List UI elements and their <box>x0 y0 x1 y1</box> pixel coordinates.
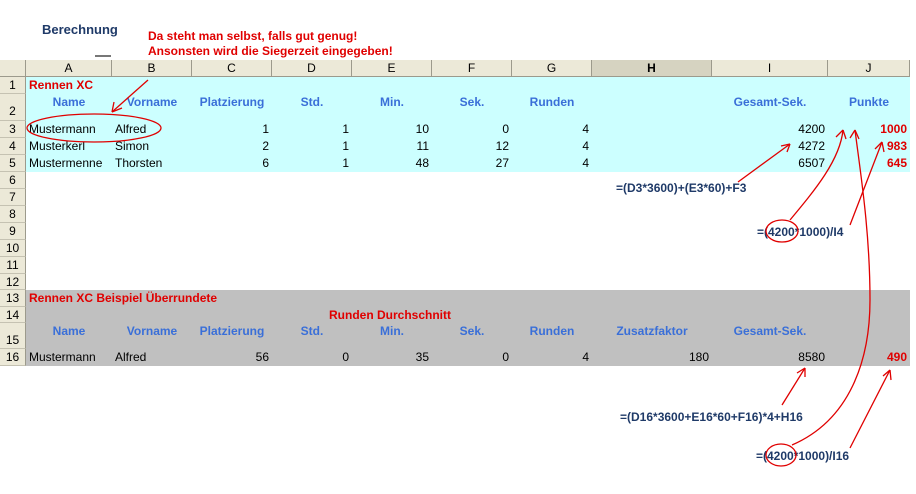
column-header-c[interactable]: C <box>192 60 272 77</box>
circle-4200-f4 <box>766 444 796 466</box>
cell-sek[interactable]: 12 <box>495 139 509 153</box>
section2-title[interactable]: Rennen XC Beispiel Überrundete <box>29 291 218 305</box>
column-header-e[interactable]: E <box>352 60 432 77</box>
cell-min[interactable]: 11 <box>416 139 429 153</box>
header-platzierung[interactable]: Platzierung <box>199 95 265 109</box>
header-zusatzfaktor[interactable]: Zusatzfaktor <box>616 324 688 338</box>
header-name[interactable]: Name <box>52 324 86 338</box>
formula-gesamt-sek-ueberrundet: =(D16*3600+E16*60+F16)*4+H16 <box>620 410 803 424</box>
header-sek[interactable]: Sek. <box>459 324 485 338</box>
cell-runden[interactable]: 4 <box>582 350 589 364</box>
cell-platzierung[interactable]: 6 <box>262 156 269 170</box>
arrow-f2-source-icon <box>790 130 843 220</box>
circle-4200-f2 <box>766 220 798 242</box>
header-vorname[interactable]: Vorname <box>126 95 178 109</box>
header-punkte[interactable]: Punkte <box>848 95 889 109</box>
annotation-note-line2: Ansonsten wird die Siegerzeit eingegeben! <box>148 44 393 58</box>
row-header-6[interactable]: 6 <box>0 172 26 189</box>
cell-vorname[interactable]: Simon <box>115 139 150 153</box>
row-header-7[interactable]: 7 <box>0 189 26 206</box>
row-header-14[interactable]: 14 <box>0 307 26 323</box>
cell-platzierung[interactable]: 2 <box>262 139 269 153</box>
cell-punkte[interactable]: 645 <box>886 156 907 170</box>
note-arrow-icon <box>112 80 148 112</box>
formula-punkte-ueberrundet: =(4200*1000)/I16 <box>756 449 850 463</box>
section1-title[interactable]: Rennen XC <box>29 78 94 92</box>
header-std[interactable]: Std. <box>300 324 324 338</box>
cell-sek[interactable]: 0 <box>502 350 509 364</box>
column-header-d[interactable]: D <box>272 60 352 77</box>
row-header-3[interactable]: 3 <box>0 121 26 138</box>
cell-punkte[interactable]: 1000 <box>880 122 907 136</box>
row-header-13[interactable]: 13 <box>0 290 26 307</box>
column-header-f[interactable]: F <box>432 60 512 77</box>
column-header-i[interactable]: I <box>712 60 828 77</box>
header-runden[interactable]: Runden <box>529 95 575 109</box>
column-header-a[interactable]: A <box>26 60 112 77</box>
cell-gesamt-sek[interactable]: 8580 <box>798 350 825 364</box>
cell-min[interactable]: 35 <box>415 350 429 364</box>
cell-vorname[interactable]: Thorsten <box>115 156 163 170</box>
row-header-15[interactable]: 15 <box>0 323 26 349</box>
header-name[interactable]: Name <box>52 95 86 109</box>
cell-std[interactable]: 0 <box>342 350 349 364</box>
formula-gesamt-sek: =(D3*3600)+(E3*60)+F3 <box>616 181 747 195</box>
cell-runden[interactable]: 4 <box>582 122 589 136</box>
header-vorname[interactable]: Vorname <box>126 324 178 338</box>
cell-vorname[interactable]: Alfred <box>115 122 147 136</box>
cell-platzierung[interactable]: 56 <box>255 350 269 364</box>
cell-vorname[interactable]: Alfred <box>115 350 147 364</box>
section2-subtitle[interactable]: Runden Durchschnitt <box>329 308 451 322</box>
cell-gesamt-sek[interactable]: 4200 <box>798 122 825 136</box>
cell-min[interactable]: 10 <box>415 122 429 136</box>
row-header-4[interactable]: 4 <box>0 138 26 155</box>
cell-punkte[interactable]: 983 <box>886 139 907 153</box>
arrow-f4-source-icon <box>792 130 870 445</box>
cell-std[interactable]: 1 <box>342 139 349 153</box>
column-header-j[interactable]: J <box>828 60 910 77</box>
cell-name[interactable]: Musterkerl <box>29 139 86 153</box>
arrowhead-f4-source-icon <box>850 130 859 139</box>
row-header-12[interactable]: 12 <box>0 274 26 290</box>
cell-std[interactable]: 1 <box>342 156 349 170</box>
arrowhead-f2-source-icon <box>836 130 846 139</box>
header-sek[interactable]: Sek. <box>459 95 485 109</box>
row-header-9[interactable]: 9 <box>0 223 26 240</box>
formula-punkte: =(4200*1000)/I4 <box>757 225 844 239</box>
header-min[interactable]: Min. <box>380 324 404 338</box>
cell-name[interactable]: Mustermann <box>29 350 96 364</box>
cell-zusatzfaktor[interactable]: 180 <box>688 350 709 364</box>
cell-runden[interactable]: 4 <box>582 156 589 170</box>
header-runden[interactable]: Runden <box>529 324 575 338</box>
cell-name[interactable]: Mustermann <box>29 122 96 136</box>
cell-sek[interactable]: 0 <box>502 122 509 136</box>
row-header-1[interactable]: 1 <box>0 77 26 94</box>
header-platzierung[interactable]: Platzierung <box>199 324 265 338</box>
arrow-f2-icon <box>850 142 882 225</box>
cell-platzierung[interactable]: 1 <box>262 122 269 136</box>
column-header-b[interactable]: B <box>112 60 192 77</box>
cell-gesamt-sek[interactable]: 6507 <box>798 156 825 170</box>
arrow-f3-icon <box>782 368 805 405</box>
row-header-11[interactable]: 11 <box>0 257 26 274</box>
row-header-8[interactable]: 8 <box>0 206 26 223</box>
column-header-g[interactable]: G <box>512 60 592 77</box>
cell-name[interactable]: Mustermenne <box>29 156 103 170</box>
cell-punkte[interactable]: 490 <box>886 350 907 364</box>
header-gesamt-sek[interactable]: Gesamt-Sek. <box>733 324 807 338</box>
cell-runden[interactable]: 4 <box>582 139 589 153</box>
cell-sek[interactable]: 27 <box>495 156 509 170</box>
row-header-10[interactable]: 10 <box>0 240 26 257</box>
header-std[interactable]: Std. <box>300 95 324 109</box>
arrow-f1-icon <box>738 144 790 182</box>
cell-gesamt-sek[interactable]: 4272 <box>798 139 825 153</box>
sheet-title: Berechnung <box>42 22 118 37</box>
cell-min[interactable]: 48 <box>415 156 429 170</box>
row-header-2[interactable]: 2 <box>0 94 26 121</box>
highlight-ellipse <box>27 114 161 142</box>
cell-std[interactable]: 1 <box>342 122 349 136</box>
annotation-note-line1: Da steht man selbst, falls gut genug! <box>148 29 358 43</box>
row-header-5[interactable]: 5 <box>0 155 26 172</box>
header-min[interactable]: Min. <box>380 95 404 109</box>
arrow-f4-icon <box>850 370 890 448</box>
column-header-h[interactable]: H <box>592 60 712 77</box>
row-header-16[interactable]: 16 <box>0 349 26 366</box>
header-gesamt-sek[interactable]: Gesamt-Sek. <box>733 95 807 109</box>
